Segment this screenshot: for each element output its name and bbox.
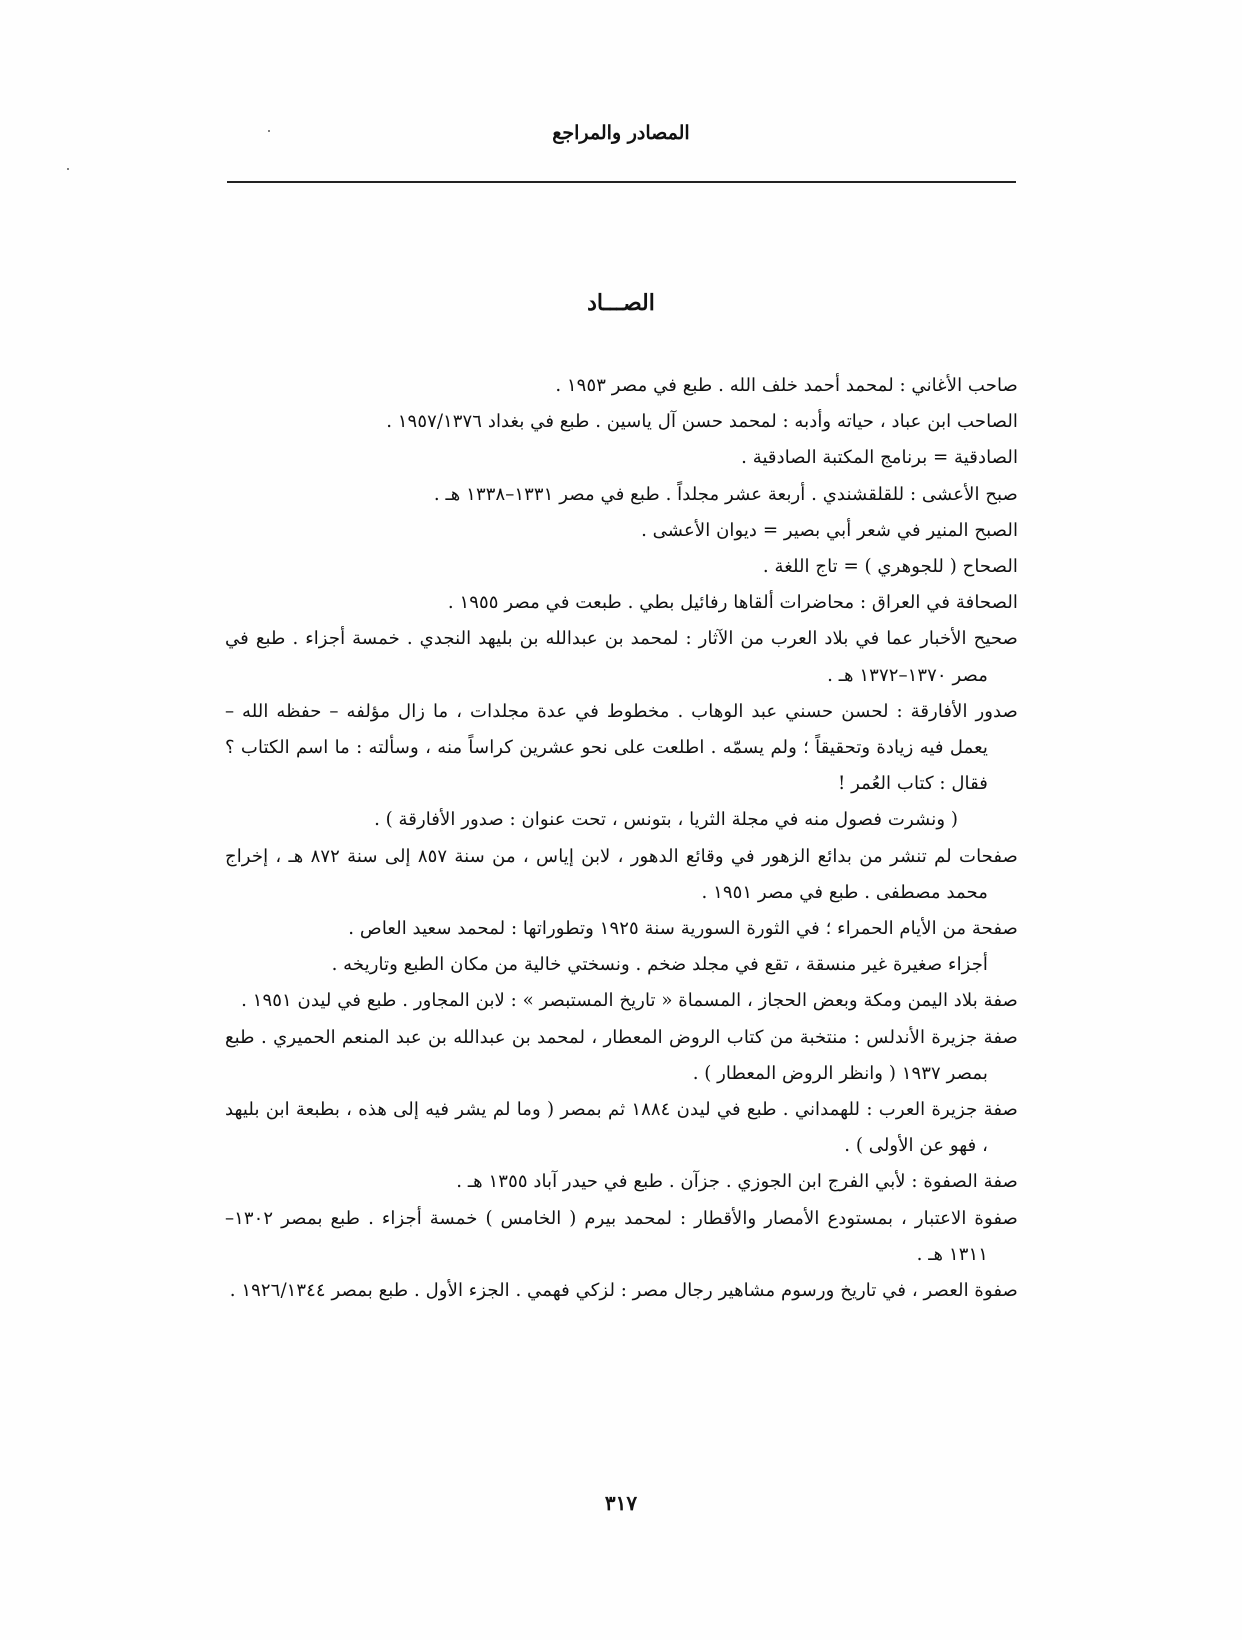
entry-text: صفة الصفوة : لأبي الفرج ابن الجوزي . جزآن . طبع في حيدر آباد ١٣٥٥ هـ . xyxy=(456,1171,1018,1193)
bibliography-entry xyxy=(225,983,1018,1019)
entry-text: الصبح المنير في شعر أبي بصير = ديوان الأعشى . xyxy=(641,519,1018,541)
entry-text: صفة جزيرة العرب : للهمداني . طبع في ليدن ١٨٨٤ ثم بمصر ( وما لم يشر فيه إلى هذه ، بطبعة ابن بليهد ، فهو عن الأولى ) . xyxy=(225,1099,1018,1157)
entry-text: صفحات لم تنشر من بدائع الزهور في وقائع الدهور ، لابن إياس ، من سنة ٨٥٧ إلى سنة ٨٧٢ هـ ، إخراج محمد مصطفى . طبع في مصر ١٩٥١ . xyxy=(225,845,1018,903)
bibliography-entry xyxy=(225,1273,1018,1309)
page-number: ٣١٧ xyxy=(604,1491,638,1515)
entry-note: ( ونشرت فصول منه في مجلة الثريا ، بتونس ، تحت عنوان : صدور الأفارقة ) . xyxy=(374,809,958,831)
entry-text: صفحة من الأيام الحمراء ؛ في الثورة السورية سنة ١٩٢٥ وتطوراتها : لمحمد سعيد العاص . xyxy=(348,918,1018,940)
bibliography-entry xyxy=(225,1201,1018,1273)
bibliography-entry xyxy=(225,1092,1018,1164)
bibliography-entry xyxy=(225,477,1018,513)
bibliography-entry xyxy=(225,1020,1018,1092)
entry-text: صحيح الأخبار عما في بلاد العرب من الآثار : لمحمد بن عبدالله بن بليهد النجدي . خمسة أجزاء . طبع في مصر ١٣٧٠–١٣٧٢ هـ . xyxy=(225,628,1018,686)
entry-text: الصادقية = برنامج المكتبة الصادقية . xyxy=(741,447,1018,469)
entry-text: صفة جزيرة الأندلس : منتخبة من كتاب الروض المعطار ، لمحمد بن عبدالله بن عبد المنعم الحميري . طبع بمصر ١٩٣٧ ( وانظر الروض المعطار ) . xyxy=(225,1026,1018,1084)
entry-text: صفوة الاعتبار ، بمستودع الأمصار والأقطار : لمحمد بيرم ( الخامس ) خمسة أجزاء . طبع بمصر ١٣٠٢–١٣١١ هـ . xyxy=(225,1207,1018,1265)
section-title: الصـــاد xyxy=(587,290,655,316)
entry-text: صدور الأفارقة : لحسن حسني عبد الوهاب . مخطوط في عدة مجلدات ، ما زال مؤلفه – حفظه الله – يعمل فيه زيادة وتحقيقاً ؛ ولم يسمّه . اطلعت على نحو عشرين كراساً منه ، وسألته : ما اسم الكتاب ؟ فقال : كتاب العُمر ! xyxy=(225,700,1018,795)
bibliography-entry xyxy=(225,549,1018,585)
entry-text: صفة بلاد اليمن ومكة وبعض الحجاز ، المسماة « تاريخ المستبصر » : لابن المجاور . طبع في ليدن ١٩٥١ . xyxy=(241,990,1018,1012)
bibliography-list xyxy=(225,368,1018,1309)
bibliography-entry xyxy=(225,368,1018,404)
scan-speck xyxy=(67,168,69,170)
entry-text: الصحافة في العراق : محاضرات ألقاها رفائيل بطي . طبعت في مصر ١٩٥٥ . xyxy=(447,592,1018,614)
entry-note: أجزاء صغيرة غير منسقة ، تقع في مجلد ضخم . ونسختي خالية من مكان الطبع وتاريخه . xyxy=(331,954,988,976)
bibliography-entry xyxy=(225,839,1018,911)
running-header: المصادر والمراجع xyxy=(552,122,690,144)
bibliography-entry xyxy=(225,513,1018,549)
bibliography-entry xyxy=(225,440,1018,476)
bibliography-entry xyxy=(225,911,1018,983)
bibliography-entry xyxy=(225,1164,1018,1200)
entry-text: الصحاح ( للجوهري ) = تاج اللغة . xyxy=(762,556,1018,578)
bibliography-entry xyxy=(225,585,1018,621)
header-divider xyxy=(227,181,1016,183)
entry-text: صبح الأعشى : للقلقشندي . أربعة عشر مجلداً . طبع في مصر ١٣٣١–١٣٣٨ هـ . xyxy=(433,483,1018,505)
entry-text: الصاحب ابن عباد ، حياته وأدبه : لمحمد حسن آل ياسين . طبع في بغداد ١٩٥٧/١٣٧٦ . xyxy=(386,411,1018,433)
bibliography-entry xyxy=(225,694,1018,839)
bibliography-entry xyxy=(225,404,1018,440)
entry-text: صفوة العصر ، في تاريخ ورسوم مشاهير رجال مصر : لزكي فهمي . الجزء الأول . طبع بمصر ١٩٢٦/١٣٤٤ . xyxy=(229,1280,1018,1302)
bibliography-entry xyxy=(225,621,1018,693)
entry-text: صاحب الأغاني : لمحمد أحمد خلف الله . طبع في مصر ١٩٥٣ . xyxy=(555,375,1018,396)
